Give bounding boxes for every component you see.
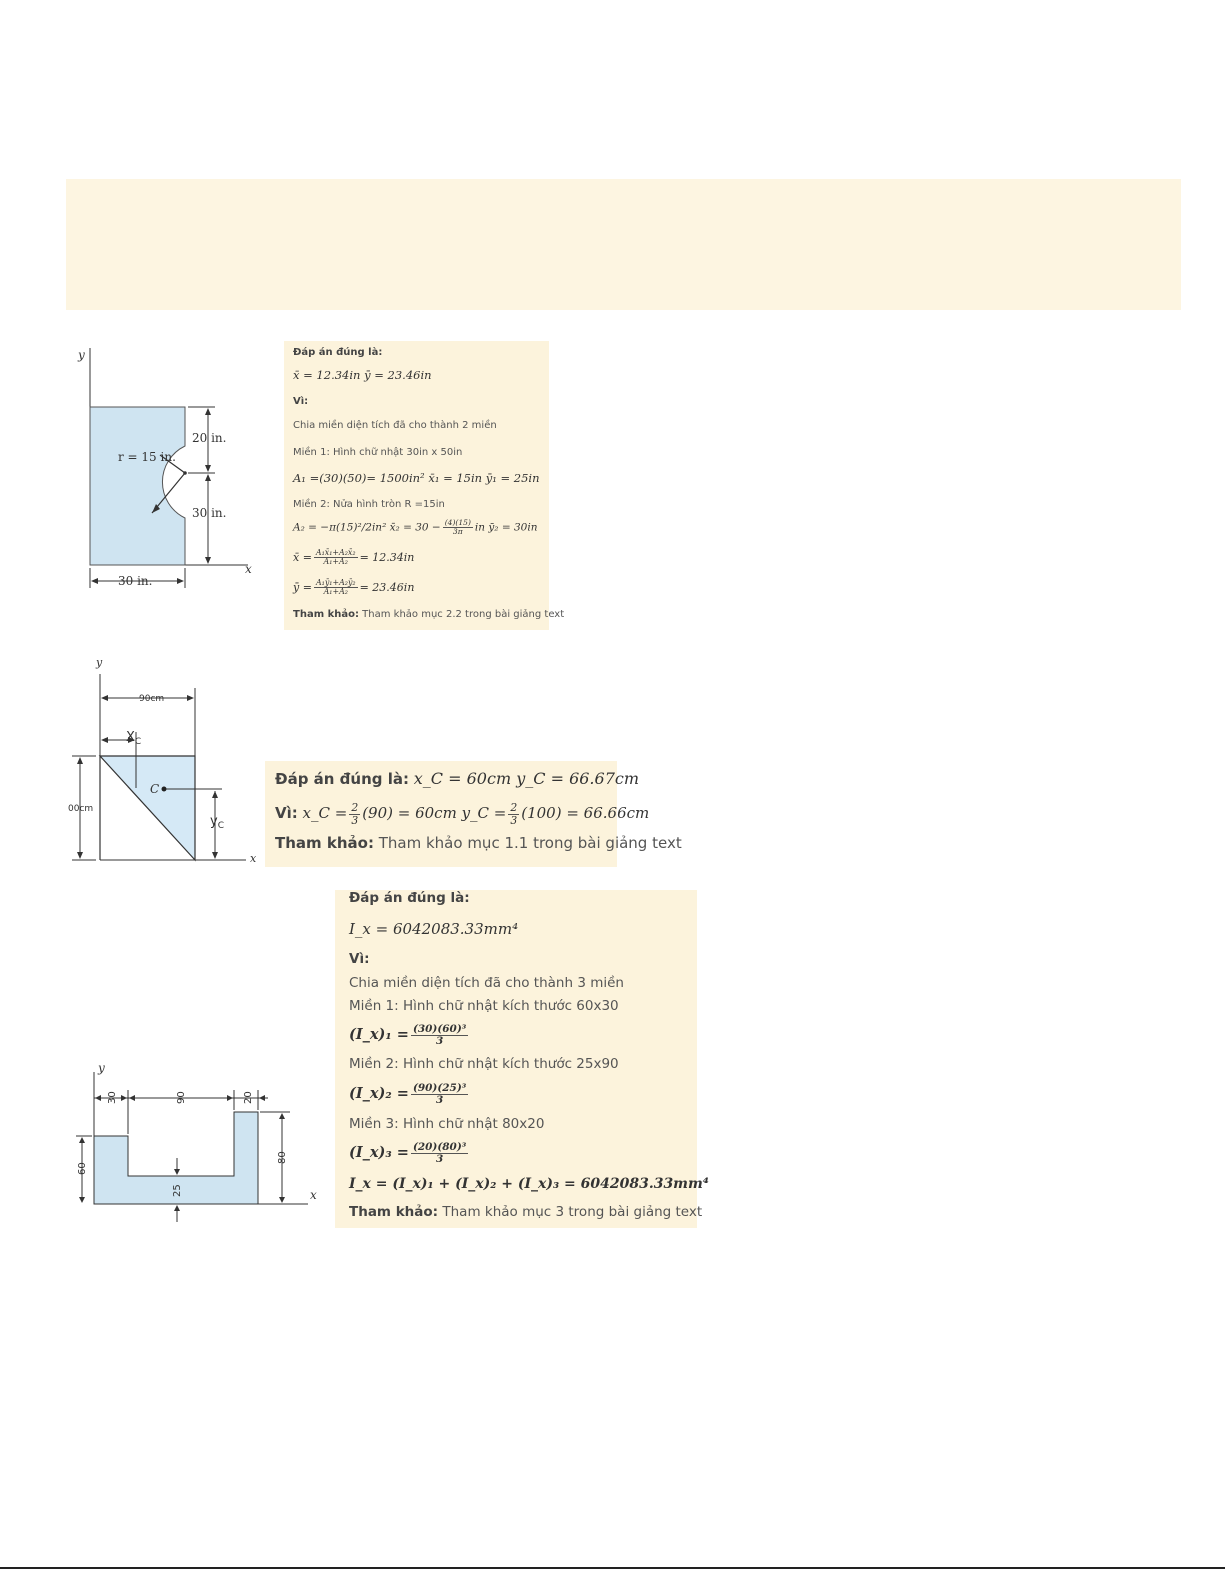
answer1-line2: Miền 1: Hình chữ nhật 30in x 50in <box>293 447 463 458</box>
answer3-result: I_x = 6042083.33mm⁴ <box>349 920 519 938</box>
fig2-x-axis-label: x <box>250 852 257 865</box>
answer1-result: x̄ = 12.34in ȳ = 23.46in <box>293 368 432 382</box>
answer3-eq3-num: (20)(80)³ <box>412 1140 467 1153</box>
answer2-eq-b: (90) = 60cm y_C = <box>362 804 507 822</box>
answer-box-2 <box>265 761 682 867</box>
answer3-eq3-lhs: (I_x)₃ = <box>349 1144 409 1161</box>
answer1-eq2a: A₂ = −π(15)²/2in² x̄₂ = 30 − <box>293 521 441 534</box>
answer1-eq2-den: 3π <box>452 526 463 536</box>
answer1-why: Vì: <box>293 396 309 407</box>
answer3-why: Vì: <box>349 951 370 967</box>
fig3-y-axis-label: y <box>98 1061 105 1075</box>
answer1-eq3-rhs: = 12.34in <box>359 550 415 564</box>
fig1-dim-width: 30 in. <box>118 574 153 588</box>
fig3-dim-middle-top: 90 <box>176 1091 187 1104</box>
answer1-eq4-den: A₁+A₂ <box>323 587 348 597</box>
answer2-result: x_C = 60cm y_C = 66.67cm <box>413 769 639 788</box>
fig2-yc-label: $y_C$ <box>210 814 224 831</box>
answer2-ref-text: Tham khảo mục 1.1 trong bài giảng text <box>378 834 682 852</box>
answer1-eq4 <box>293 579 541 609</box>
answer3-reference <box>349 1200 703 1224</box>
answer-box-1 <box>284 341 565 630</box>
answer1-ref-label: Tham khảo: <box>293 609 359 620</box>
answer1-ref-text: Tham khảo mục 2.2 trong bài giảng text <box>362 609 565 620</box>
answer3-eq1-lhs: (I_x)₁ = <box>349 1026 409 1043</box>
fig1-y-axis-label: y <box>78 348 85 362</box>
figure-semicircle-cutout <box>70 343 265 593</box>
answer2-why-line <box>275 796 650 834</box>
answer3-ref-text: Tham khảo mục 3 trong bài giảng text <box>442 1204 703 1220</box>
answer1-eq3 <box>293 549 541 579</box>
fig2-xc-label: $X_C$ <box>126 730 142 747</box>
fig1-x-axis-label: x <box>245 562 252 576</box>
answer2-frac1-num: 2 <box>351 801 359 815</box>
answer1-eq2 <box>293 519 541 549</box>
answer1-eq4-rhs: = 23.46in <box>359 580 415 594</box>
fig1-dim-top: 20 in. <box>192 431 227 445</box>
answer3-eq1-den: 3 <box>436 1034 444 1047</box>
figure-u-channel <box>68 1058 330 1228</box>
answer3-eq2-num: (90)(25)³ <box>412 1081 467 1094</box>
answer3-eq1 <box>349 1018 689 1052</box>
bottom-divider <box>0 1567 1225 1569</box>
answer3-eq1-num: (30)(60)³ <box>412 1022 467 1035</box>
answer2-reference <box>275 834 682 860</box>
answer3-eq2-den: 3 <box>436 1093 444 1106</box>
answer3-line1: Chia miền diện tích đã cho thành 3 miền <box>349 975 624 991</box>
answer2-eq-c: (100) = 66.66cm <box>521 804 650 822</box>
answer1-eq3-lhs: x̄ = <box>293 550 312 564</box>
answer1-eq3-den: A₁+A₂ <box>323 557 348 567</box>
fig1-radius-label: r = 15 in. <box>118 450 176 464</box>
fig2-height-label: 00cm <box>68 804 94 814</box>
answer3-heading: Đáp án đúng là: <box>349 890 470 906</box>
answer3-line2: Miền 1: Hình chữ nhật kích thước 60x30 <box>349 998 619 1014</box>
fig1-dim-bottom: 30 in. <box>192 506 227 520</box>
header-banner <box>66 179 1181 310</box>
figure-triangle <box>68 652 263 870</box>
answer1-eq1: A₁ =(30)(50)= 1500in² x̄₁ = 15in ȳ₁ = 25in <box>293 471 540 485</box>
answer3-line3: Miền 2: Hình chữ nhật kích thước 25x90 <box>349 1056 619 1072</box>
answer2-frac2-num: 2 <box>510 801 518 815</box>
fig3-dim-right: 80 <box>277 1151 288 1164</box>
answer3-eq3-den: 3 <box>436 1152 444 1165</box>
answer1-eq2b: in ȳ₂ = 30in <box>474 521 538 534</box>
answer3-eq4: I_x = (I_x)₁ + (I_x)₂ + (I_x)₃ = 6042083.33mm⁴ <box>349 1176 709 1192</box>
fig2-y-axis-label: y <box>96 656 103 669</box>
fig2-centroid-label: C <box>150 782 160 796</box>
fig3-x-axis-label: x <box>310 1188 317 1202</box>
fig2-width-label: 90cm <box>139 694 165 704</box>
answer2-frac2-den: 3 <box>510 813 518 827</box>
answer2-ref-label: Tham khảo: <box>275 834 374 852</box>
answer1-eq3-num: A₁x̄₁+A₂x̄₂ <box>315 548 356 557</box>
answer1-heading: Đáp án đúng là: <box>293 347 383 358</box>
answer1-line1: Chia miền diện tích đã cho thành 2 miền <box>293 420 497 431</box>
fig3-dim-right-top: 20 <box>243 1091 254 1104</box>
answer3-eq2 <box>349 1076 689 1112</box>
answer1-reference <box>293 609 565 629</box>
answer3-eq2-lhs: (I_x)₂ = <box>349 1085 409 1102</box>
answer2-heading: Đáp án đúng là: <box>275 770 409 788</box>
answer3-ref-label: Tham khảo: <box>349 1204 439 1220</box>
answer3-line4: Miền 3: Hình chữ nhật 80x20 <box>349 1116 545 1132</box>
fig3-dim-left: 60 <box>77 1162 88 1175</box>
answer1-eq4-num: A₁ȳ₁+A₂ȳ₂ <box>315 578 356 587</box>
answer2-frac1-den: 3 <box>351 813 359 827</box>
answer2-eq-a: x_C = <box>302 804 348 822</box>
answer1-eq4-lhs: ȳ = <box>293 580 312 594</box>
answer2-why: Vì: <box>275 804 298 822</box>
answer1-line3: Miền 2: Nửa hình tròn R =15in <box>293 499 445 510</box>
answer1-eq2-num: (4)(15) <box>444 518 471 527</box>
answer3-eq3 <box>349 1136 689 1170</box>
answer2-heading-line <box>275 766 639 796</box>
fig3-dim-bottom: 25 <box>172 1184 183 1197</box>
fig3-dim-left-top: 30 <box>107 1091 118 1104</box>
answer-box-3 <box>335 890 709 1228</box>
